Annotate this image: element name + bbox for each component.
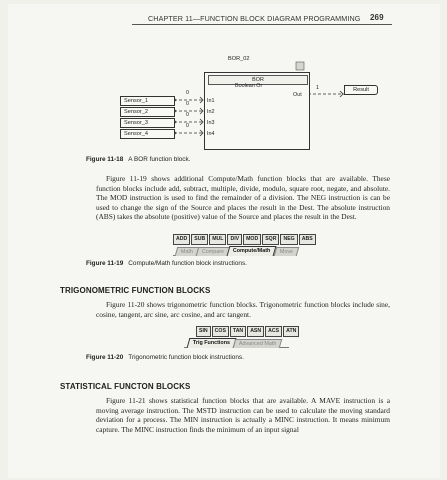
- trig-toolbar: [196, 326, 300, 337]
- output-tag-result[interactable]: Result: [344, 85, 378, 95]
- figure-text: A BOR function block.: [128, 156, 191, 163]
- figure-11-19-caption: [86, 260, 247, 267]
- paragraph-text: Figure 11-20 shows trigonometric function blocks. Trigonometric function blocks include sine, cosine, tangent, arc sine, arc cosine, and arc tangent.: [96, 300, 390, 319]
- trig-section-heading: TRIGONOMETRIC FUNCTION BLOCKS: [60, 286, 211, 295]
- bor-function-block[interactable]: [204, 72, 310, 150]
- paragraph-compute-math: [96, 174, 390, 222]
- tab-compute-math[interactable]: Compute/Math: [227, 246, 277, 256]
- acs-button[interactable]: ACS: [265, 326, 282, 337]
- figure-11-18-caption: [86, 156, 190, 163]
- chapter-title: CHAPTER 11—FUNCTION BLOCK DIAGRAM PROGRAMMING: [148, 14, 361, 23]
- output-value: 1: [316, 85, 319, 91]
- cos-button[interactable]: COS: [212, 326, 229, 337]
- header-rule: [132, 24, 392, 25]
- pin-out: Out: [293, 92, 302, 98]
- stat-section-heading: STATISTICAL FUNCTON BLOCKS: [60, 382, 191, 391]
- sqr-button[interactable]: SQR: [262, 234, 279, 245]
- input-value-4: 0: [186, 123, 189, 129]
- input-tag-sensor-2[interactable]: Sensor_2: [120, 107, 175, 117]
- input-value-3: 0: [186, 112, 189, 118]
- mul-button[interactable]: MUL: [209, 234, 226, 245]
- pin-in2: In2: [207, 109, 215, 115]
- neg-button[interactable]: NEG: [280, 234, 297, 245]
- book-page: [8, 4, 440, 478]
- block-subtitle: Boolean Or: [235, 83, 263, 89]
- compute-math-tabs: [176, 246, 297, 256]
- tab-move[interactable]: Move: [273, 247, 299, 256]
- input-tag-sensor-1[interactable]: Sensor_1: [120, 96, 175, 106]
- figure-text: Compute/Math function block instructions.: [128, 260, 247, 267]
- asn-button[interactable]: ASN: [247, 326, 264, 337]
- tab-advanced-math[interactable]: Advanced Math: [233, 339, 283, 348]
- figure-label: Figure 11-18: [86, 156, 124, 163]
- sin-button[interactable]: SIN: [196, 326, 211, 337]
- figure-11-20-caption: [86, 354, 244, 361]
- page-number: 269: [370, 13, 384, 22]
- input-tag-sensor-3[interactable]: Sensor_3: [120, 118, 175, 128]
- mod-button[interactable]: MOD: [243, 234, 261, 245]
- pin-in1: In1: [207, 98, 215, 104]
- input-value-1: 0: [186, 90, 189, 96]
- abs-button[interactable]: ABS: [299, 234, 316, 245]
- paragraph-statistical: [96, 396, 390, 434]
- figure-text: Trigonometric function block instructions.: [128, 354, 244, 361]
- block-type: BOR: [208, 75, 308, 85]
- tan-button[interactable]: TAN: [230, 326, 246, 337]
- input-value-2: 0: [186, 101, 189, 107]
- trig-tabs: [188, 338, 281, 348]
- add-button[interactable]: ADD: [173, 234, 190, 245]
- sub-button[interactable]: SUB: [191, 234, 208, 245]
- tab-compare[interactable]: Compare: [196, 247, 231, 256]
- bor-diagram: [116, 54, 376, 152]
- pin-in3: In3: [207, 120, 215, 126]
- tab-trig-functions[interactable]: Trig Functions: [187, 338, 237, 348]
- running-header: [148, 14, 388, 23]
- paragraph-trig: [96, 300, 390, 319]
- pin-in4: In4: [207, 131, 215, 137]
- compute-math-toolbar: [173, 234, 317, 245]
- input-tag-sensor-4[interactable]: Sensor_4: [120, 129, 175, 139]
- div-button[interactable]: DIV: [227, 234, 242, 245]
- figure-label: Figure 11-20: [86, 354, 124, 361]
- figure-label: Figure 11-19: [86, 260, 124, 267]
- paragraph-text: Figure 11-21 shows statistical function blocks that are available. A MAVE instruction is a moving average instruction. The MSTD instruction can be used to calculate the moving standard deviation for a process. The MIN instruction is actually a MINC instruction. It means minimum capture. The MINC instruction finds the minimum of an input signal: [96, 396, 390, 434]
- atn-button[interactable]: ATN: [283, 326, 299, 337]
- paragraph-text: Figure 11-19 shows additional Compute/Math function blocks that are available. These function blocks include add, subtract, multiple, divide, modulo, square root, negate, and absolute. The MOD instruction is used to find the remainder of a division. The NEG instruction is can be used to change the sign of the Source and places the result in the Dest. The absolute instruction (ABS) takes the absolute (positive) value of the Source and places the result in the Dest.: [96, 174, 390, 222]
- tab-math[interactable]: Math: [175, 247, 200, 256]
- block-name: BOR_02: [228, 56, 250, 62]
